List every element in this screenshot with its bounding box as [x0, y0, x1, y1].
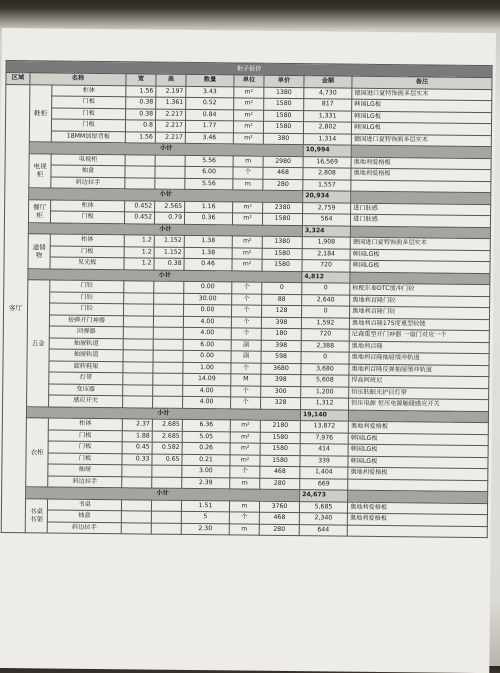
cell-amount: 414 [300, 444, 348, 456]
cell-unit: m² [234, 98, 264, 110]
cell-quantity: 4.00 [183, 385, 231, 397]
cell-unit: 个 [231, 328, 261, 340]
cell-quantity: 1.77 [185, 120, 233, 132]
cell-quantity: 0.52 [186, 97, 234, 109]
cell-height: 1.152 [154, 247, 184, 259]
item-name: 门板 [50, 246, 124, 258]
cell-height [155, 178, 185, 190]
cell-unit: 个 [231, 316, 261, 328]
cell-unit: 副 [231, 339, 261, 351]
cell-height [153, 350, 183, 362]
section-name: 鞋柜 [29, 84, 52, 142]
cell-amount: 13,872 [300, 421, 348, 433]
cell-quantity: 4.00 [183, 316, 231, 328]
cell-price: 1580 [262, 213, 302, 225]
cell-quantity: 0.00 [184, 281, 232, 293]
header-width: 宽 [126, 74, 156, 86]
item-name: 门板 [48, 441, 122, 453]
item-name: 门板 [50, 211, 124, 223]
cell-quantity: 3.46 [185, 132, 233, 144]
cell-price: 2980 [263, 156, 303, 168]
cell-price: 398 [261, 374, 301, 386]
header-note: 备注 [352, 76, 492, 89]
cell-height [153, 362, 183, 374]
cell-width [121, 511, 151, 523]
cell-quantity: 30.00 [184, 293, 232, 305]
cell-quantity: 2.30 [181, 523, 229, 535]
cell-note: 德国进口夏特饰面多层实木 [352, 88, 492, 101]
subtotal-label: 小计 [29, 188, 303, 202]
cell-quantity: 5.56 [185, 178, 233, 190]
cell-note: 韩国LG板 [352, 111, 492, 124]
item-name: 门铰 [50, 303, 124, 315]
cell-unit: m [233, 178, 263, 190]
section-name: 书桌书架 [25, 498, 47, 533]
header-region: 区域 [6, 73, 30, 85]
subtotal-label: 小计 [29, 142, 303, 156]
cell-width: 0.33 [122, 453, 152, 465]
cell-width: 1.2 [124, 235, 154, 247]
cell-quantity: 0.84 [186, 109, 234, 121]
cell-unit: m² [233, 201, 263, 213]
cell-amount: 1,908 [302, 237, 350, 249]
cell-height: 2.685 [152, 431, 182, 443]
cell-unit: 个 [231, 305, 261, 317]
cell-width [123, 350, 153, 362]
item-name: 门板 [52, 96, 126, 108]
cell-width [125, 166, 155, 178]
cell-note: 奥地利爱格板 [347, 513, 487, 526]
header-height: 高 [156, 74, 186, 86]
cell-amount: 1,200 [301, 386, 349, 398]
header-price: 单价 [264, 75, 304, 87]
cell-height [153, 304, 183, 316]
cell-note: 奥地利爱格板 [348, 421, 488, 434]
cell-note: 韩国LG板 [348, 456, 488, 469]
cell-price: 300 [261, 386, 301, 398]
cell-width [125, 177, 155, 189]
cell-width: 1.88 [122, 430, 152, 442]
cell-note: 韩国LG板 [350, 249, 490, 262]
cell-unit: m² [234, 86, 264, 98]
header-amount: 金额 [304, 76, 352, 88]
cell-note: 韩国LG板 [351, 122, 491, 135]
cell-price: 1580 [260, 443, 300, 455]
item-name: 抽屉 [48, 464, 122, 476]
cell-price: 468 [259, 512, 299, 524]
cell-width [122, 465, 152, 477]
cell-quantity: 1.38 [184, 235, 232, 247]
item-name: 旋转鞋架 [49, 361, 123, 373]
cell-unit: m² [232, 236, 262, 248]
cell-width [123, 304, 153, 316]
cell-unit: 个 [231, 397, 261, 409]
cell-note: 标配东泰DTC缓冲门铰 [350, 283, 490, 296]
item-name: 电视柜 [51, 154, 125, 166]
subtotal-label: 小计 [26, 487, 300, 501]
cell-height: 1.361 [156, 97, 186, 109]
cell-price: 1580 [262, 248, 302, 260]
cell-quantity: 1.38 [184, 247, 232, 259]
cell-amount: 669 [300, 478, 348, 490]
cell-note: 恒压肤眼光护目灯带 [349, 387, 489, 400]
cell-unit: M [231, 374, 261, 386]
cell-unit: 个 [233, 167, 263, 179]
item-name: 按弹开门神器 [49, 315, 123, 327]
cell-unit: m [229, 523, 259, 535]
cell-price: 380 [263, 133, 303, 145]
cell-amount: 0 [301, 306, 349, 318]
cell-unit: m² [230, 420, 260, 432]
cell-unit: m [229, 500, 259, 512]
cell-amount: 339 [300, 455, 348, 467]
cell-height: 0.582 [152, 442, 182, 454]
cell-height: 1.152 [154, 235, 184, 247]
cell-height: 2.217 [155, 120, 185, 132]
cell-width [122, 476, 152, 488]
region-label: 客厅 [1, 84, 30, 533]
cell-height [153, 327, 183, 339]
cell-price: 598 [261, 351, 301, 363]
cell-width: 0.45 [122, 442, 152, 454]
cell-quantity: 5.56 [185, 155, 233, 167]
item-name: 抽屉轨道 [49, 349, 123, 361]
subtotal-value: 24,673 [300, 490, 348, 502]
cell-amount: 2,340 [299, 513, 347, 525]
cell-quantity: 0.21 [182, 454, 230, 466]
item-name: 抽盒 [47, 510, 121, 522]
subtotal-value: 10,994 [303, 145, 351, 157]
cell-width [125, 154, 155, 166]
cell-width: 0.38 [126, 97, 156, 109]
cell-note: 奥地利爱格板 [347, 502, 487, 515]
cell-width: 1.56 [126, 85, 156, 97]
item-name: 柜体 [50, 234, 124, 246]
cell-quantity: 0.36 [184, 212, 232, 224]
cell-unit: 个 [232, 282, 262, 294]
cell-unit: 个 [229, 512, 259, 524]
cell-width: 1.56 [125, 131, 155, 143]
item-name: 柜体 [52, 85, 126, 97]
cell-amount: 3,680 [301, 363, 349, 375]
item-name: 感应开关 [49, 395, 123, 407]
subtotal-label: 小计 [28, 222, 302, 236]
cell-amount: 2,388 [301, 340, 349, 352]
cell-width [123, 384, 153, 396]
cell-amount: 0 [302, 283, 350, 295]
cell-amount: 1,404 [300, 467, 348, 479]
paper-sheet [0, 28, 496, 673]
item-name: 门板 [48, 453, 122, 465]
item-name: 门铰 [50, 280, 124, 292]
item-name: 抽屉轨道 [49, 338, 123, 350]
cell-quantity: 2.39 [182, 477, 230, 489]
item-name: 18MM加厚背板 [51, 131, 125, 143]
cell-price: 1580 [262, 259, 302, 271]
section-name: 衣柜 [26, 418, 49, 487]
cell-note: 韩国LG板 [348, 433, 488, 446]
cell-height [154, 281, 184, 293]
cell-price: 128 [261, 305, 301, 317]
cell-note [347, 525, 487, 538]
header-quantity: 数量 [186, 74, 234, 86]
item-name: 斜边拉手 [47, 522, 121, 534]
item-name: 斜边拉手 [51, 177, 125, 189]
cell-unit: 个 [232, 293, 262, 305]
cell-unit: 个 [231, 385, 261, 397]
cell-amount: 5,685 [299, 501, 347, 513]
cell-note: 奥地利百隆抽屉缓冲轨道 [349, 352, 489, 365]
cell-height: 2.217 [155, 132, 185, 144]
cell-note: 悍高阿班尼 [349, 375, 489, 388]
cell-note: 德国进口夏特饰面多层实木 [351, 134, 491, 147]
cell-note: 韩国LG板 [350, 260, 490, 273]
section-name: 餐厅柜 [28, 199, 50, 222]
item-name: 门铰 [50, 292, 124, 304]
cell-height: 0.38 [154, 258, 184, 270]
cell-amount: 2,759 [303, 202, 351, 214]
cell-price: 398 [261, 340, 301, 352]
cell-amount: 2,184 [302, 248, 350, 260]
cell-note: 韩国LG板 [352, 99, 492, 112]
cell-width: 0.452 [125, 200, 155, 212]
cell-width: 0.38 [126, 108, 156, 120]
cell-amount: 16,569 [303, 156, 351, 168]
cell-width [124, 292, 154, 304]
cell-price: 1580 [260, 455, 300, 467]
cell-quantity: 4.00 [183, 327, 231, 339]
cell-amount: 1,314 [303, 133, 351, 145]
cell-price: 2380 [263, 202, 303, 214]
cell-note: 恒压电源 恒压电源触碰感应开关 [349, 398, 489, 411]
item-name: 门板 [51, 119, 125, 131]
cell-width: 2.37 [122, 419, 152, 431]
cell-quantity: 5.05 [182, 431, 230, 443]
cell-note: 韩国LG板 [348, 444, 488, 457]
cell-height [151, 500, 181, 512]
cell-quantity: 0.46 [184, 258, 232, 270]
cell-note: 奥地利爱格板 [351, 168, 491, 181]
cell-unit: m² [230, 431, 260, 443]
cell-width [121, 522, 151, 534]
cell-price: 1380 [264, 87, 304, 99]
item-name: 灯带 [49, 372, 123, 384]
section-name: 电视柜 [29, 153, 51, 188]
cell-quantity: 1.00 [183, 362, 231, 374]
cell-note: 进口肤感 [350, 214, 490, 227]
item-name: 门板 [52, 108, 126, 120]
subtotal-value: 19,140 [300, 409, 348, 421]
cell-height [155, 166, 185, 178]
quote-table-body [1, 61, 492, 538]
cell-price: 468 [260, 466, 300, 478]
cell-amount: 2,640 [302, 294, 350, 306]
cell-quantity: 6.00 [185, 166, 233, 178]
cell-width: 0.452 [124, 212, 154, 224]
item-name: 柜体 [51, 200, 125, 212]
cell-price: 3760 [259, 501, 299, 513]
cell-price: 1580 [263, 121, 303, 133]
cell-amount: 2,802 [303, 122, 351, 134]
cell-width [124, 281, 154, 293]
subtotal-value: 20,934 [303, 191, 351, 203]
cell-quantity: 6.36 [182, 419, 230, 431]
subtotal-label: 小计 [28, 268, 302, 282]
cell-price: 3680 [261, 363, 301, 375]
section-name: 道储物 [28, 234, 50, 269]
cell-unit: m² [233, 132, 263, 144]
cell-unit: m² [230, 454, 260, 466]
cell-height [155, 155, 185, 167]
cell-price: 0 [262, 282, 302, 294]
cell-height [152, 477, 182, 489]
cell-height [153, 339, 183, 351]
cell-width [123, 338, 153, 350]
cell-height: 2.565 [155, 201, 185, 213]
cell-width [123, 315, 153, 327]
cell-height [153, 385, 183, 397]
header-unit: 单位 [234, 75, 264, 87]
cell-amount: 5,608 [301, 375, 349, 387]
cell-amount: 644 [299, 524, 347, 536]
subtotal-label: 小计 [26, 406, 300, 420]
cell-amount: 0 [301, 352, 349, 364]
cell-quantity: 5 [181, 511, 229, 523]
cell-price: 280 [259, 524, 299, 536]
cell-height [151, 523, 181, 535]
cell-price: 88 [262, 294, 302, 306]
cell-width: 1.2 [124, 246, 154, 258]
cell-unit: 副 [231, 351, 261, 363]
cell-unit: 个 [230, 466, 260, 478]
section-name: 五金 [27, 280, 50, 407]
cell-height [153, 373, 183, 385]
cell-width: 1.2 [124, 258, 154, 270]
cell-width [123, 373, 153, 385]
cell-height [153, 316, 183, 328]
cell-note: 进口肤感 [351, 203, 491, 216]
cell-note: 尼森重型开门神器 一扇门对应一个 [349, 329, 489, 342]
cell-note: 奥地利百隆 [349, 341, 489, 354]
item-name: 见光板 [50, 257, 124, 269]
item-name: 变压器 [49, 384, 123, 396]
cell-note: 奥地利百隆反弹抽屉缓冲轨道 [349, 364, 489, 377]
cell-quantity: 3.00 [182, 465, 230, 477]
cell-price: 328 [261, 397, 301, 409]
cell-height: 2.197 [156, 86, 186, 98]
cell-amount: 817 [304, 99, 352, 111]
item-name: 柜体 [48, 418, 122, 430]
header-name: 名称 [30, 73, 126, 86]
cell-amount: 720 [301, 329, 349, 341]
cell-amount: 1,331 [304, 110, 352, 122]
cell-note: 奥地利百隆175度重型铰链 [349, 318, 489, 331]
cell-height: 2.685 [152, 419, 182, 431]
cell-amount: 1,312 [301, 398, 349, 410]
cell-height: 2.217 [156, 109, 186, 121]
cell-quantity: 1.51 [181, 500, 229, 512]
cell-unit: m [233, 155, 263, 167]
cell-unit: m [230, 477, 260, 489]
cell-height [154, 293, 184, 305]
item-name: 斜边拉手 [48, 476, 122, 488]
cell-amount: 7,976 [300, 432, 348, 444]
cell-quantity: 6.00 [183, 339, 231, 351]
cell-quantity: 0.26 [182, 442, 230, 454]
cell-note: 奥地利爱格板 [348, 467, 488, 480]
cell-quantity: 0.00 [183, 350, 231, 362]
cell-unit: m² [232, 213, 262, 225]
cell-quantity: 3.43 [186, 86, 234, 98]
cell-quantity: 0.00 [183, 304, 231, 316]
cell-note: 奥地利爱格板 [351, 157, 491, 170]
item-name: 书桌 [47, 499, 121, 511]
cell-amount: 1,557 [303, 179, 351, 191]
quote-table [1, 60, 493, 538]
cell-price: 398 [261, 317, 301, 329]
item-name: 抽盒 [51, 165, 125, 177]
cell-width [123, 361, 153, 373]
cell-price: 1580 [264, 110, 304, 122]
cell-price: 180 [261, 328, 301, 340]
cell-amount: 4,730 [304, 87, 352, 99]
cell-height: 0.79 [154, 212, 184, 224]
sheet-title: 柜子报价 [6, 61, 492, 78]
cell-price: 468 [263, 167, 303, 179]
cell-height [152, 465, 182, 477]
cell-unit: m² [232, 247, 262, 259]
cell-amount: 1,592 [301, 317, 349, 329]
cell-amount: 2,808 [303, 168, 351, 180]
cell-unit: m² [233, 121, 263, 133]
item-name: 回弹器 [49, 326, 123, 338]
item-name: 门板 [48, 430, 122, 442]
cell-unit: m² [234, 109, 264, 121]
cell-unit: m² [232, 259, 262, 271]
cell-width: 0.8 [125, 120, 155, 132]
cell-unit: m² [230, 443, 260, 455]
cell-width [123, 396, 153, 408]
cell-price: 1380 [262, 236, 302, 248]
subtotal-value: 3,324 [302, 225, 350, 237]
cell-note: 德国进口夏特饰面多层实木 [350, 237, 490, 250]
subtotal-value: 4,812 [302, 271, 350, 283]
cell-quantity: 14.09 [183, 373, 231, 385]
cell-height [151, 511, 181, 523]
cell-quantity: 1.16 [185, 201, 233, 213]
cell-height [153, 396, 183, 408]
cell-width [121, 499, 151, 511]
cell-price: 1580 [264, 98, 304, 110]
cell-amount: 564 [302, 214, 350, 226]
cell-quantity: 4.00 [183, 396, 231, 408]
cell-price: 280 [263, 179, 303, 191]
cell-note: 奥地利百隆门铰 [350, 295, 490, 308]
cell-price: 1580 [260, 432, 300, 444]
cell-price: 280 [260, 478, 300, 490]
cell-price: 2180 [260, 420, 300, 432]
cell-amount: 720 [302, 260, 350, 272]
cell-note: 奥地利百隆门铰 [349, 306, 489, 319]
cell-unit: 个 [231, 362, 261, 374]
cell-width [123, 327, 153, 339]
cell-height: 0.65 [152, 454, 182, 466]
